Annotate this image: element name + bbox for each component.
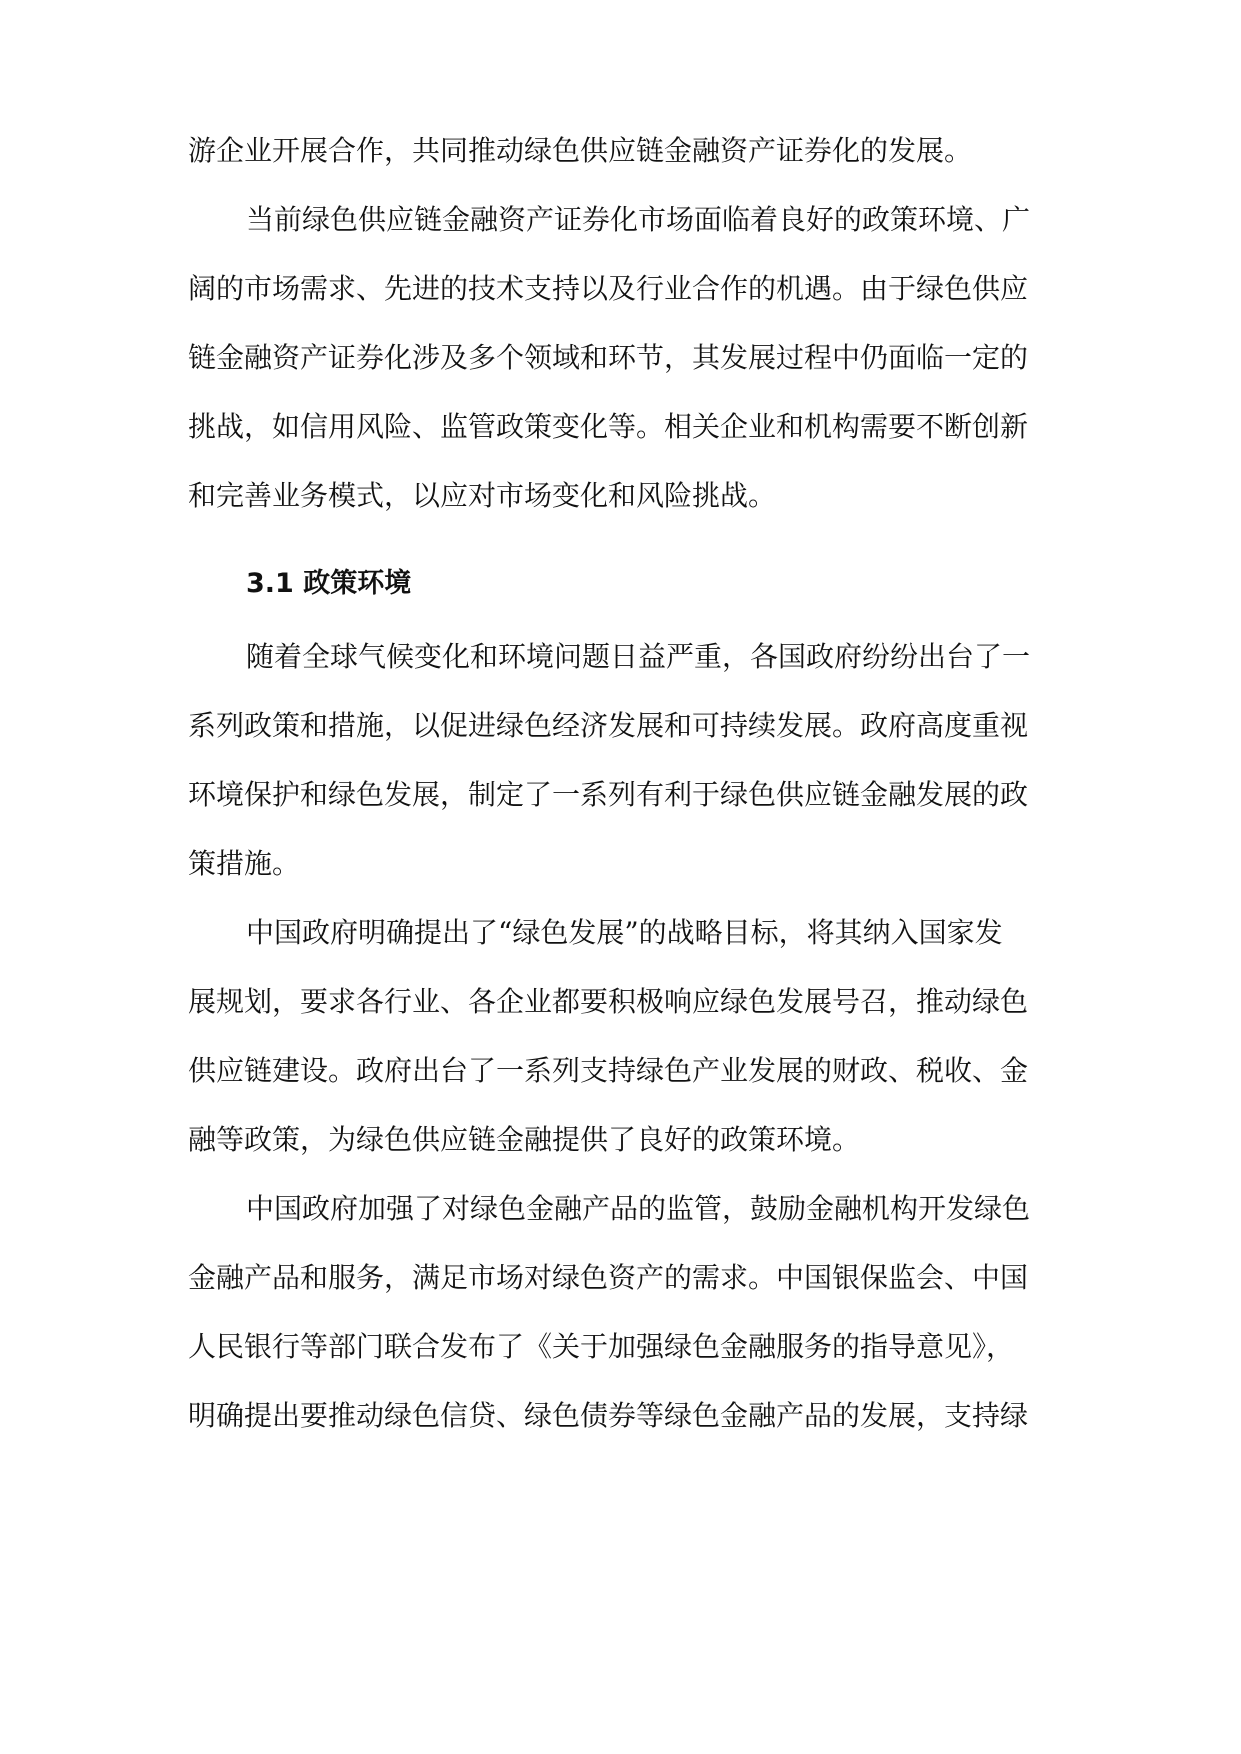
text-line: 展规划，要求各行业、各企业都要积极响应绿色发展号召，推动绿色 xyxy=(188,985,1029,1018)
text-line: 挑战，如信用风险、监管政策变化等。相关企业和机构需要不断创新 xyxy=(188,410,1029,443)
text-line: 中国政府加强了对绿色金融产品的监管，鼓励金融机构开发绿色 xyxy=(246,1192,1031,1225)
text-line: 系列政策和措施，以促进绿色经济发展和可持续发展。政府高度重视 xyxy=(188,709,1029,742)
section-heading: 3.1 政策环境 xyxy=(246,568,412,599)
text-line: 和完善业务模式，以应对市场变化和风险挑战。 xyxy=(188,479,777,512)
text-line: 人民银行等部门联合发布了《关于加强绿色金融服务的指导意见》， xyxy=(188,1330,1015,1363)
text-line: 中国政府明确提出了“绿色发展”的战略目标，将其纳入国家发 xyxy=(246,916,1003,949)
text-line: 融等政策，为绿色供应链金融提供了良好的政策环境。 xyxy=(188,1123,861,1156)
text-line: 明确提出要推动绿色信贷、绿色债券等绿色金融产品的发展，支持绿 xyxy=(188,1399,1029,1432)
text-line: 链金融资产证券化涉及多个领域和环节，其发展过程中仍面临一定的 xyxy=(188,341,1029,374)
text-line: 当前绿色供应链金融资产证券化市场面临着良好的政策环境、广 xyxy=(246,203,1031,236)
text-line: 金融产品和服务，满足市场对绿色资产的需求。中国银保监会、中国 xyxy=(188,1261,1029,1294)
text-line: 环境保护和绿色发展，制定了一系列有利于绿色供应链金融发展的政 xyxy=(188,778,1029,811)
text-line: 供应链建设。政府出台了一系列支持绿色产业发展的财政、税收、金 xyxy=(188,1054,1029,1087)
text-line: 策措施。 xyxy=(188,847,301,880)
text-line: 游企业开展合作，共同推动绿色供应链金融资产证券化的发展。 xyxy=(188,134,973,167)
text-line: 阔的市场需求、先进的技术支持以及行业合作的机遇。由于绿色供应 xyxy=(188,272,1029,305)
text-line: 随着全球气候变化和环境问题日益严重，各国政府纷纷出台了一 xyxy=(246,640,1031,673)
